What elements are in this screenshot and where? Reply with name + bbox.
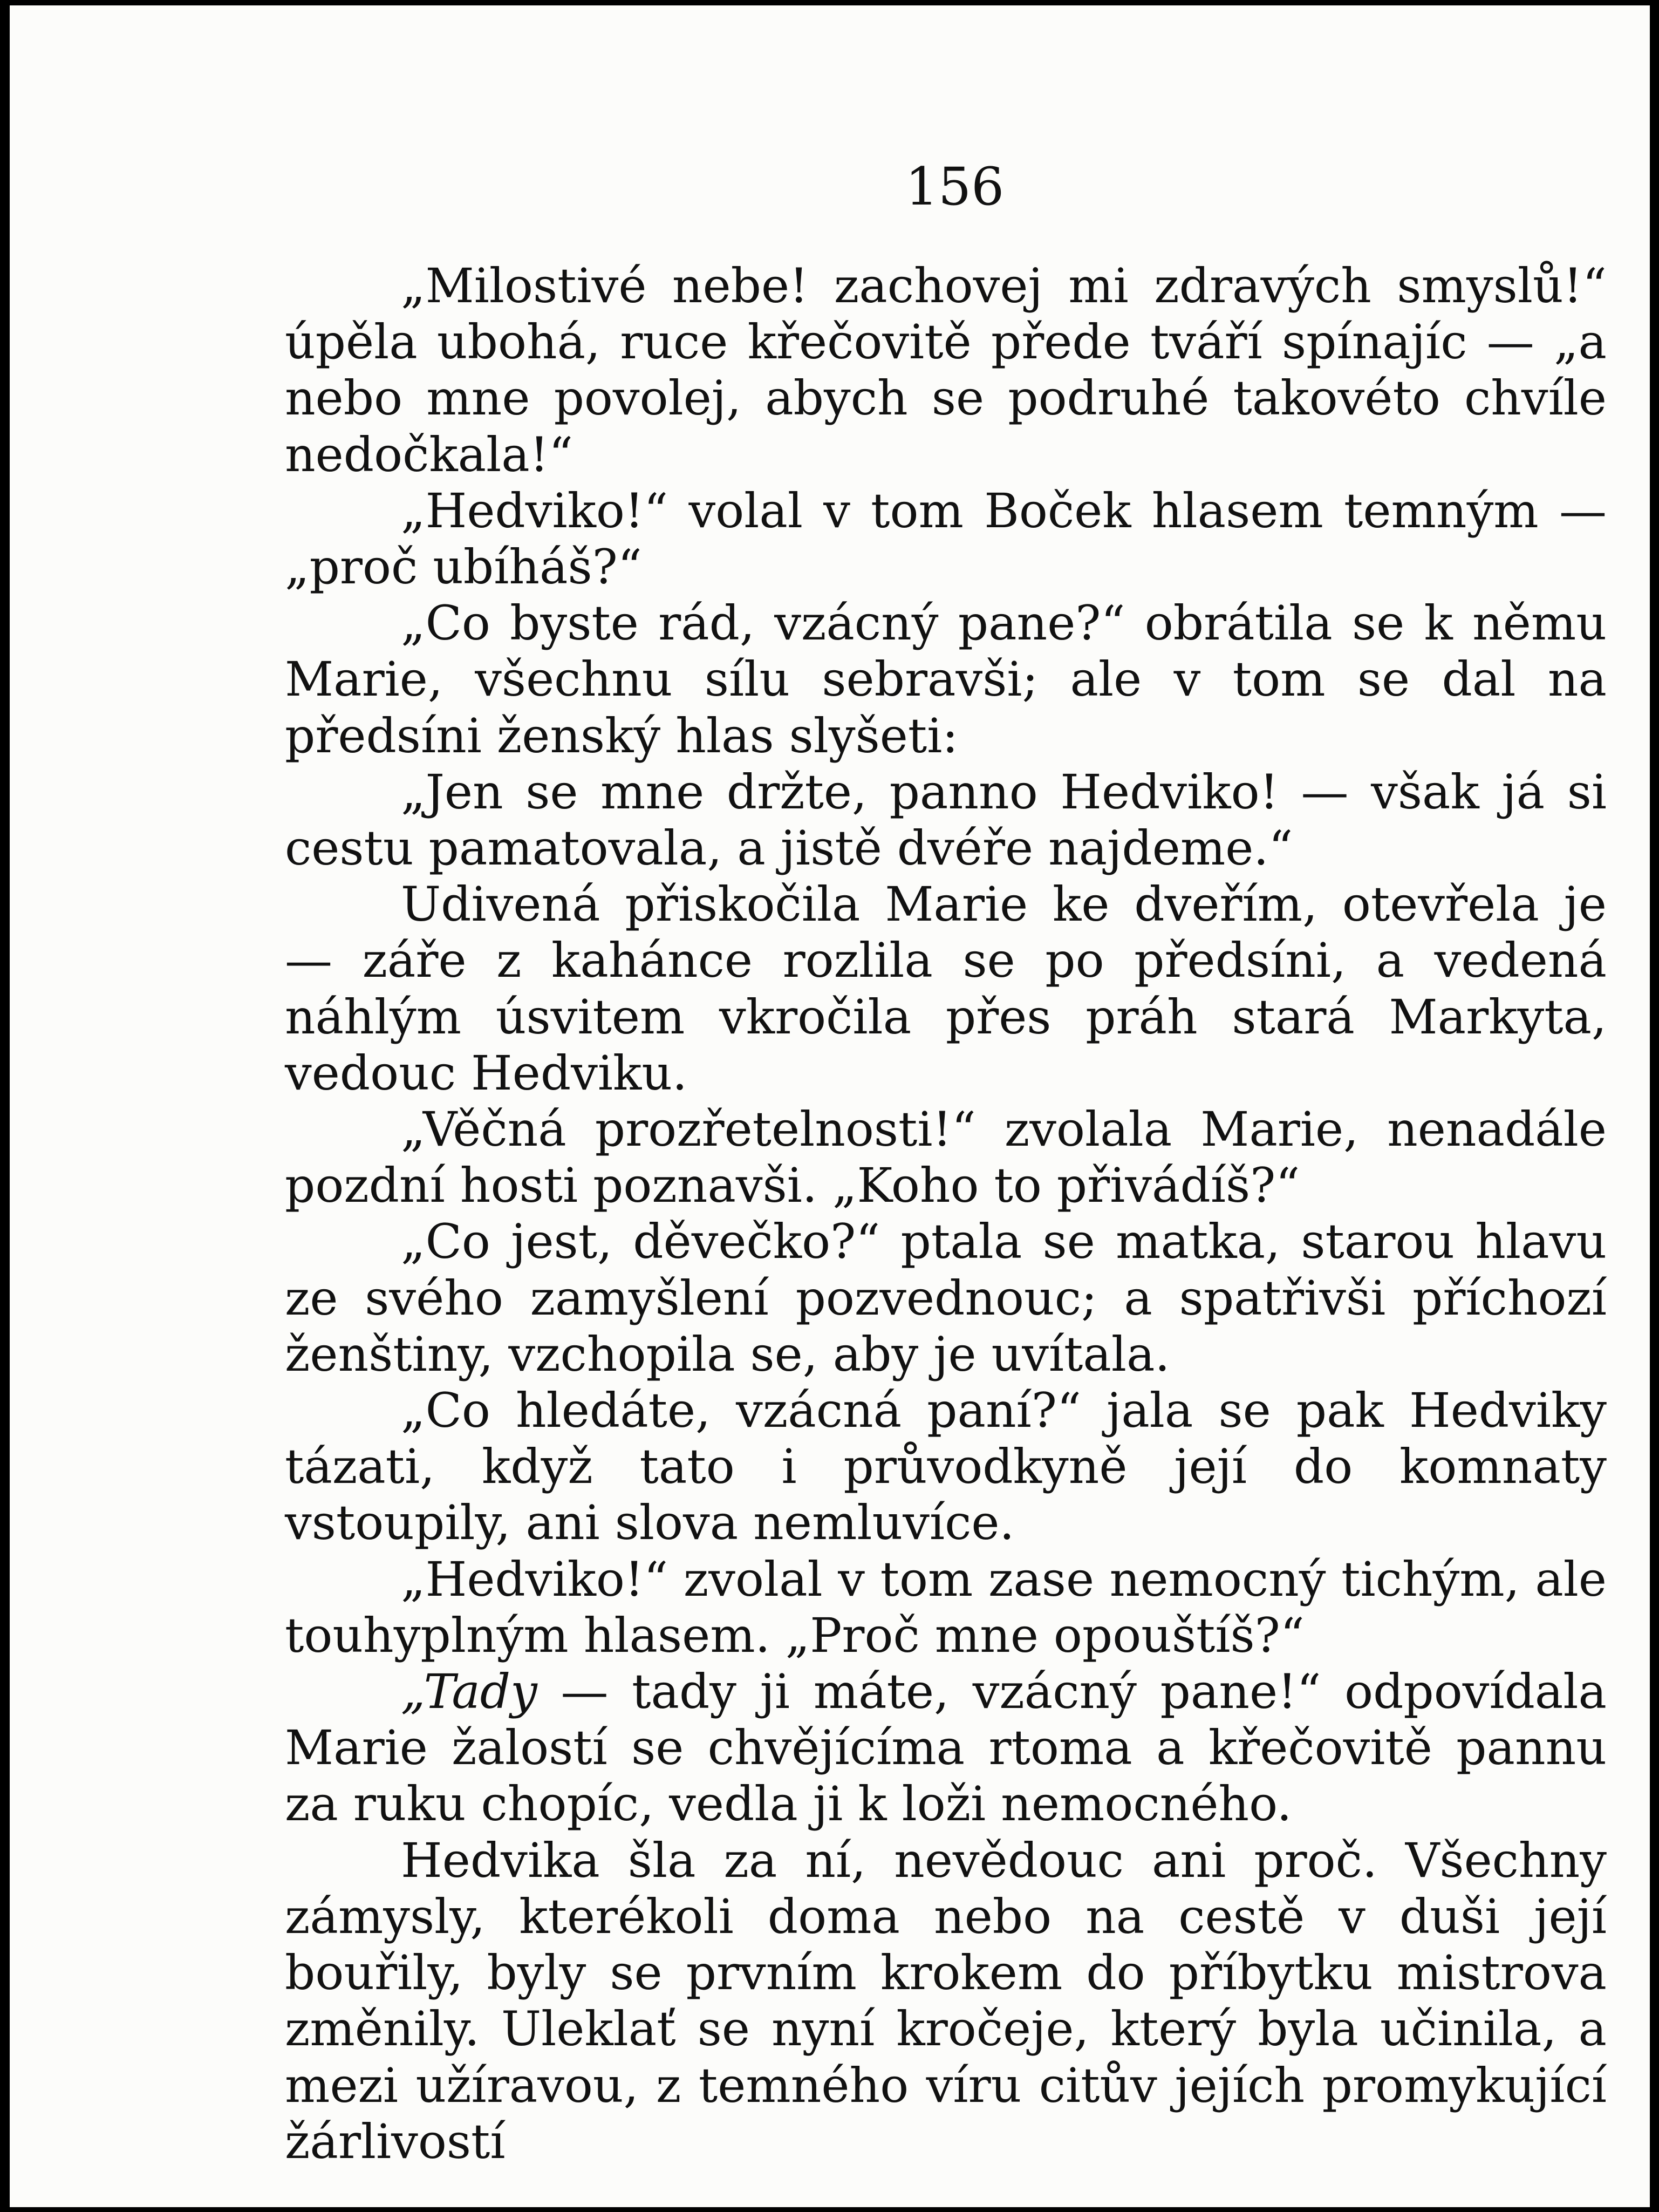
page-number: 156	[905, 156, 1005, 217]
paragraph: „Co hledáte, vzácná paní?“ jala se pak Hedviky tázati, když tato i průvodkyně její do komnaty vstoupily, ani slova nemluvíce.	[285, 1383, 1607, 1551]
paragraph: „Milostivé nebe! zachovej mi zdravých smyslů!“ úpěla ubohá, ruce křečovitě přede tváří spínajíc — „a nebo mne povolej, abych se podruhé takovéto chvíle nedočkala!“	[285, 258, 1607, 482]
book-page	[10, 5, 1650, 2207]
paragraph: „Co byste rád, vzácný pane?“ obrátila se k němu Marie, všechnu sílu sebravši; ale v tom se dal na předsíni ženský hlas slyšeti:	[285, 595, 1607, 764]
paragraph	[285, 1664, 1607, 1833]
body-text	[285, 258, 1607, 2170]
paragraph: „Hedviko!“ volal v tom Boček hlasem temným — „proč ubíháš?“	[285, 482, 1607, 595]
paragraph: Udivená přiskočila Marie ke dveřím, otevřela je — záře z kahánce rozlila se po předsíni, a vedená náhlým úsvitem vkročila přes práh stará Markyta, vedouc Hedviku.	[285, 876, 1607, 1101]
paragraph: „Hedviko!“ zvolal v tom zase nemocný tichým, ale touhyplným hlasem. „Proč mne opouštíš?“	[285, 1551, 1607, 1663]
italic-word: „Tady	[401, 1664, 537, 1720]
paragraph: „Věčná prozřetelnosti!“ zvolala Marie, nenadále pozdní hosti poznavši. „Koho to přivádíš?“	[285, 1101, 1607, 1214]
paragraph: Hedvika šla za ní, nevědouc ani proč. Všechny zámysly, kterékoli doma nebo na cestě v duši její bouřily, byly se prvním krokem do příbytku mistrova změnily. Uleklať se nyní kročeje, který byla učinila, a mezi užíravou, z temného víru citův jejích promykující žárlivostí	[285, 1832, 1607, 2169]
paragraph-rest: — tady ji máte, vzácný pane!“ odpovídala Marie žalostí se chvějícíma rtoma a křečovitě pannu za ruku chopíc, vedla ji k loži nemocného.	[285, 1664, 1607, 1832]
paragraph: „Jen se mne držte, panno Hedviko! — však já si cestu pamatovala, a jistě dvéře najdeme.“	[285, 764, 1607, 876]
paragraph: „Co jest, děvečko?“ ptala se matka, starou hlavu ze svého zamyšlení pozvednouc; a spatřivši příchozí ženštiny, vzchopila se, aby je uvítala.	[285, 1214, 1607, 1382]
